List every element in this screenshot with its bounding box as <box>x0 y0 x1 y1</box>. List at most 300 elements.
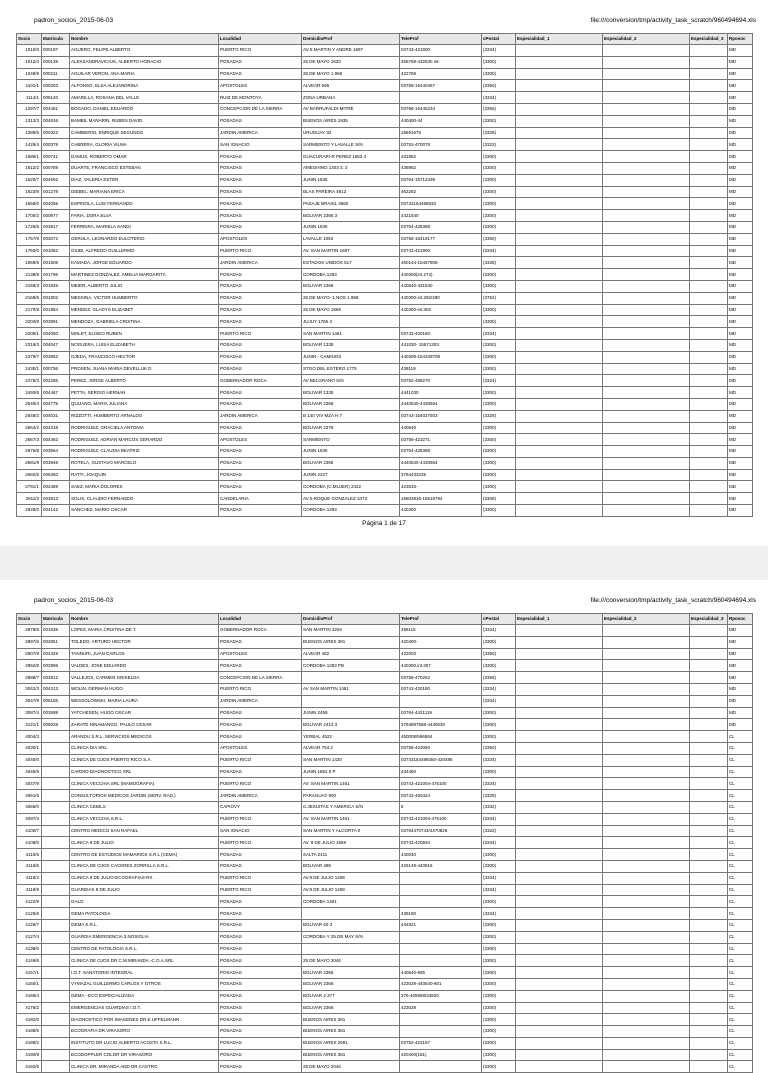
cell-socio: 4127/4 <box>17 931 42 943</box>
cell-nombre: CLINICA VECCHIA S.R.L. <box>70 813 219 825</box>
cell-matricula: 004481 <box>42 103 70 115</box>
cell-especialidad-1 <box>516 1037 603 1049</box>
cell-cpostal: (3300) <box>482 1002 516 1014</box>
cell-domicilio: 25 DE MAYO- 1.NOS 1.968 <box>302 292 400 304</box>
cell-localidad: POSADAS <box>219 174 302 186</box>
cell-especialidad-2 <box>603 919 690 931</box>
cell-domicilio: PASAJE BRASIL 3660 <box>302 198 400 210</box>
cell-cpostal: (3300) <box>482 351 516 363</box>
cell-cpostal: (3300) <box>482 457 516 469</box>
cell-cpostal: (3355) <box>482 103 516 115</box>
cell-matricula <box>42 908 70 920</box>
cell-especialidad-3 <box>690 422 728 434</box>
cell-rposoc: MD <box>728 493 753 505</box>
cell-nombre: CENTRO MEDICO SAN RAFAEL <box>70 825 219 837</box>
column-header-especialidad-1: Especialidad_1 <box>516 614 603 625</box>
table-row <box>17 481 753 493</box>
cell-especialidad-1 <box>516 660 603 672</box>
cell-localidad: POSADAS <box>219 457 302 469</box>
cell-cpostal: (3332) <box>482 801 516 813</box>
cell-socio: 1389/5 <box>17 127 42 139</box>
cell-especialidad-2 <box>603 233 690 245</box>
cell-cpostal: (3334) <box>482 813 516 825</box>
cell-nombre: SANCHEZ, MARIO OSCAR <box>70 505 219 517</box>
cell-rposoc: MD <box>728 636 753 648</box>
cell-especialidad-1 <box>516 398 603 410</box>
cell-telefono: 6 <box>400 801 482 813</box>
cell-telefono: 3764433225 <box>400 469 482 481</box>
cell-localidad: PUERTO RICO <box>219 813 302 825</box>
table-row <box>17 837 753 849</box>
cell-cpostal: (3300) <box>482 860 516 872</box>
cell-domicilio: YERBAL 4522 <box>302 731 400 743</box>
cell-telefono: 422003 <box>400 648 482 660</box>
cell-telefono: 420400(181) <box>400 1049 482 1061</box>
cell-nombre: MARTINEZ GONZALEZ, AMELIA MARGARITA <box>70 269 219 281</box>
table-row <box>17 446 753 458</box>
table-row <box>17 375 753 387</box>
cell-domicilio: CORDOBA (C.MUJER) 2422 <box>302 481 400 493</box>
cell-socio: 4138/0 <box>17 943 42 955</box>
cell-matricula <box>42 931 70 943</box>
cell-nombre: EMERGENCIAS GUARDIAS I.O.T. <box>70 1002 219 1014</box>
cell-socio: 1297/7 <box>17 103 42 115</box>
cell-socio: 2952/8 <box>17 660 42 672</box>
cell-telefono: 460144-15457805- <box>400 257 482 269</box>
cell-rposoc: MD <box>728 387 753 399</box>
cell-socio: 2648/2 <box>17 410 42 422</box>
cell-rposoc: CL <box>728 978 753 990</box>
cell-especialidad-3 <box>690 967 728 979</box>
cell-nombre: LOPEZ, MARIA CRISTINA DE T. <box>70 625 219 637</box>
cell-domicilio: CORDOBA 1293 <box>302 505 400 517</box>
cell-localidad: POSADAS <box>219 660 302 672</box>
cell-nombre: ALFONSO, ELSA ALEJANDRINA <box>70 80 219 92</box>
cell-especialidad-3 <box>690 151 728 163</box>
cell-especialidad-1 <box>516 304 603 316</box>
column-header-telefono: TeleProf <box>400 34 482 45</box>
cell-telefono: 03743-420180 <box>400 683 482 695</box>
cell-domicilio <box>302 672 400 684</box>
cell-especialidad-2 <box>603 837 690 849</box>
cell-especialidad-2 <box>603 292 690 304</box>
cell-cpostal: (3300) <box>482 174 516 186</box>
cell-especialidad-2 <box>603 683 690 695</box>
cell-especialidad-2 <box>603 955 690 967</box>
table-row <box>17 813 753 825</box>
cell-especialidad-1 <box>516 457 603 469</box>
cell-domicilio: 25 DE MAYO 1.968 <box>302 68 400 80</box>
cell-localidad: POSADAS <box>219 719 302 731</box>
cell-especialidad-3 <box>690 790 728 802</box>
cell-socio: 4004/2 <box>17 731 42 743</box>
cell-domicilio: SARMIENTO Y LAVALLE S/N <box>302 139 400 151</box>
cell-telefono <box>400 955 482 967</box>
table-row <box>17 731 753 743</box>
cell-domicilio: BUENOS AIRES 381 <box>302 1014 400 1026</box>
cell-rposoc: MD <box>728 56 753 68</box>
cell-matricula: 004031 <box>42 410 70 422</box>
table-row <box>17 162 753 174</box>
column-header-domicilio: DomicilioProf <box>302 34 400 45</box>
cell-especialidad-1 <box>516 967 603 979</box>
cell-matricula <box>42 801 70 813</box>
cell-telefono: 434460 <box>400 766 482 778</box>
cell-socio: 4119/9 <box>17 884 42 896</box>
cell-cpostal: (3328) <box>482 127 516 139</box>
cell-especialidad-3 <box>690 978 728 990</box>
cell-especialidad-1 <box>516 174 603 186</box>
cell-matricula: 000789 <box>42 162 70 174</box>
cell-domicilio: 25 DE MAYO 2046 <box>302 955 400 967</box>
cell-especialidad-2 <box>603 778 690 790</box>
cell-localidad: APOSTOLES <box>219 233 302 245</box>
cell-especialidad-3 <box>690 304 728 316</box>
cell-cpostal: (3334) <box>482 45 516 57</box>
cell-especialidad-3 <box>690 742 728 754</box>
cell-cpostal: (3300) <box>482 387 516 399</box>
cell-localidad: POSADAS <box>219 186 302 198</box>
cell-especialidad-3 <box>690 849 728 861</box>
cell-especialidad-1 <box>516 778 603 790</box>
cell-socio: 2203/9 <box>17 316 42 328</box>
cell-rposoc: MD <box>728 139 753 151</box>
cell-localidad: POSADAS <box>219 1061 302 1073</box>
cell-telefono: 440540-855 <box>400 967 482 979</box>
cell-telefono: 03764-15712439 <box>400 174 482 186</box>
cell-domicilio: LAVALLE 1053 <box>302 233 400 245</box>
cell-especialidad-1 <box>516 280 603 292</box>
cell-especialidad-2 <box>603 872 690 884</box>
cell-telefono: 03758-423050 <box>400 742 482 754</box>
cell-especialidad-2 <box>603 115 690 127</box>
cell-domicilio: ALVEAR 596 <box>302 80 400 92</box>
cell-domicilio: BUENOS AIRES 381 <box>302 1049 400 1061</box>
table-row <box>17 849 753 861</box>
cell-domicilio: C.JESUITAS Y AMERICA S/N <box>302 801 400 813</box>
cell-domicilio: JUNIN 2459 <box>302 707 400 719</box>
cell-especialidad-2 <box>603 943 690 955</box>
cell-rposoc: MD <box>728 398 753 410</box>
table-row <box>17 978 753 990</box>
cell-cpostal: (3300) <box>482 162 516 174</box>
cell-cpostal: (3300) <box>482 719 516 731</box>
cell-especialidad-2 <box>603 45 690 57</box>
column-header-domicilio: DomicilioProf <box>302 614 400 625</box>
cell-localidad: POSADAS <box>219 210 302 222</box>
cell-nombre: WESSOLOWSKI, MARIA LAURA <box>70 695 219 707</box>
document-title: padron_socios_2015-06-03 <box>34 17 114 24</box>
table-row <box>17 1037 753 1049</box>
cell-especialidad-3 <box>690 636 728 648</box>
cell-domicilio: SAN MARTIN 1420 <box>302 754 400 766</box>
cell-especialidad-2 <box>603 446 690 458</box>
cell-localidad: POSADAS <box>219 387 302 399</box>
cell-especialidad-2 <box>603 742 690 754</box>
cell-matricula <box>42 896 70 908</box>
cell-domicilio: AV. SAN MARTIN 1461 <box>302 813 400 825</box>
column-header-rposoc: Rposoc <box>728 34 753 45</box>
cell-especialidad-2 <box>603 398 690 410</box>
table-row <box>17 860 753 872</box>
cell-socio: 1760/0 <box>17 245 42 257</box>
cell-rposoc: CL <box>728 766 753 778</box>
cell-especialidad-2 <box>603 304 690 316</box>
cell-rposoc: MD <box>728 695 753 707</box>
cell-domicilio: JUNIN 2227 <box>302 469 400 481</box>
cell-especialidad-1 <box>516 292 603 304</box>
cell-telefono <box>400 872 482 884</box>
cell-nombre: NOGUERA, LUISA ELIZABETH <box>70 339 219 351</box>
cell-especialidad-2 <box>603 801 690 813</box>
cell-localidad: POSADAS <box>219 955 302 967</box>
cell-localidad: PUERTO RICO <box>219 45 302 57</box>
cell-matricula <box>42 884 70 896</box>
cell-nombre: GEMA - ECO ESPECIALIZADA <box>70 990 219 1002</box>
cell-cpostal: (3300) <box>482 339 516 351</box>
cell-especialidad-2 <box>603 978 690 990</box>
cell-cpostal: (3350) <box>482 80 516 92</box>
cell-telefono: 4421540 <box>400 210 482 222</box>
cell-especialidad-1 <box>516 387 603 399</box>
cell-rposoc: MD <box>728 127 753 139</box>
cell-matricula: 005140 <box>42 92 70 104</box>
cell-especialidad-1 <box>516 978 603 990</box>
cell-rposoc: CL <box>728 896 753 908</box>
cell-localidad: POSADAS <box>219 1002 302 1014</box>
cell-nombre: SOLIS, CLAUDIO FERNANDO <box>70 493 219 505</box>
cell-especialidad-2 <box>603 410 690 422</box>
cell-especialidad-3 <box>690 387 728 399</box>
column-header-localidad: Localidad <box>219 614 302 625</box>
cell-localidad: JARDIN AMERICA <box>219 695 302 707</box>
cell-telefono: 03743154488933 <box>400 198 482 210</box>
cell-telefono: 15602816-15619794 <box>400 493 482 505</box>
cell-rposoc: MD <box>728 719 753 731</box>
cell-socio: 1114/1 <box>17 92 42 104</box>
column-header-matricula: Matricula <box>42 614 70 625</box>
cell-cpostal: (3300) <box>482 660 516 672</box>
cell-especialidad-1 <box>516 683 603 695</box>
cell-rposoc: MD <box>728 198 753 210</box>
cell-especialidad-3 <box>690 754 728 766</box>
table-row <box>17 127 753 139</box>
cell-especialidad-3 <box>690 186 728 198</box>
cell-nombre: RODRIGUEZ, CLAUDIA BEATRIZ <box>70 446 219 458</box>
cell-matricula: 002998 <box>42 660 70 672</box>
cell-rposoc: MD <box>728 245 753 257</box>
cell-socio: 2549/4 <box>17 398 42 410</box>
cell-especialidad-2 <box>603 813 690 825</box>
cell-localidad: SAN IGNACIO <box>219 139 302 151</box>
cell-cpostal: (3300) <box>482 198 516 210</box>
cell-localidad: POSADAS <box>219 1049 302 1061</box>
cell-socio: 4118/2 <box>17 872 42 884</box>
column-header-especialidad-2: Especialidad_2 <box>603 614 690 625</box>
cell-rposoc: MD <box>728 304 753 316</box>
cell-nombre: AGUILAR VERON, ANA MARIA <box>70 68 219 80</box>
cell-especialidad-1 <box>516 257 603 269</box>
cell-cpostal: (3300) <box>482 68 516 80</box>
cell-rposoc: CL <box>728 919 753 931</box>
cell-especialidad-1 <box>516 801 603 813</box>
cell-nombre: I.O.T. SANATORIO INTEGRAL <box>70 967 219 979</box>
cell-cpostal: (3300) <box>482 221 516 233</box>
cell-cpostal: (3334) <box>482 908 516 920</box>
cell-domicilio: JUJUY 1765 3 <box>302 316 400 328</box>
cell-socio: 4160/1 <box>17 978 42 990</box>
cell-especialidad-3 <box>690 1002 728 1014</box>
cell-telefono: 440300 <box>400 505 482 517</box>
cell-especialidad-2 <box>603 990 690 1002</box>
cell-especialidad-3 <box>690 1049 728 1061</box>
cell-domicilio: BOLIVAR 2413 3 <box>302 719 400 731</box>
cell-socio: 1959/6 <box>17 257 42 269</box>
cell-rposoc: MD <box>728 280 753 292</box>
cell-especialidad-3 <box>690 410 728 422</box>
cell-telefono <box>400 316 482 328</box>
cell-telefono: 03758-15419177 <box>400 233 482 245</box>
table-row <box>17 304 753 316</box>
cell-rposoc: CL <box>728 813 753 825</box>
cell-nombre: GIUBI, ALFREDO GUILLERMO <box>70 245 219 257</box>
cell-socio: 1589/1 <box>17 151 42 163</box>
cell-localidad: POSADAS <box>219 731 302 743</box>
cell-especialidad-3 <box>690 931 728 943</box>
cell-telefono: 498115 <box>400 625 482 637</box>
cell-localidad: POSADAS <box>219 766 302 778</box>
cell-rposoc: CL <box>728 790 753 802</box>
cell-rposoc: MD <box>728 210 753 222</box>
column-header-rposoc: Rposoc <box>728 614 753 625</box>
cell-domicilio: BOLIVAR 2366 <box>302 280 400 292</box>
cell-domicilio: AV BELGRANO S/N <box>302 375 400 387</box>
cell-nombre: RODRIGUEZ, GRACIELA ANTONIA <box>70 422 219 434</box>
cell-matricula: 000756 <box>42 363 70 375</box>
cell-nombre: QUIJANO, MARIA JULIANA <box>70 398 219 410</box>
cell-rposoc: CL <box>728 1061 753 1073</box>
cell-socio: 4192/5 <box>17 1061 42 1073</box>
cell-especialidad-3 <box>690 363 728 375</box>
cell-especialidad-3 <box>690 719 728 731</box>
table-row <box>17 955 753 967</box>
cell-telefono: 03743-460424 <box>400 790 482 802</box>
cell-especialidad-1 <box>516 837 603 849</box>
cell-matricula: 005156 <box>42 695 70 707</box>
cell-especialidad-3 <box>690 103 728 115</box>
cell-socio: 4110/6 <box>17 849 42 861</box>
cell-cpostal: (3308) <box>482 493 516 505</box>
cell-especialidad-1 <box>516 127 603 139</box>
cell-socio: 4061/5 <box>17 790 42 802</box>
cell-telefono: 423029-440540-801 <box>400 978 482 990</box>
table-row <box>17 410 753 422</box>
cell-cpostal: (3350) <box>482 742 516 754</box>
cell-telefono <box>400 695 482 707</box>
cell-socio: 2667/3 <box>17 434 42 446</box>
cell-telefono: 450008/596594 <box>400 731 482 743</box>
cell-telefono: 03764-428388 <box>400 446 482 458</box>
cell-rposoc: MD <box>728 68 753 80</box>
cell-localidad: POSADAS <box>219 316 302 328</box>
cell-especialidad-1 <box>516 115 603 127</box>
table-row <box>17 742 753 754</box>
cell-nombre: GALO <box>70 896 219 908</box>
cell-especialidad-3 <box>690 896 728 908</box>
cell-especialidad-1 <box>516 375 603 387</box>
cell-telefono: 440300(int.274) <box>400 269 482 281</box>
cell-domicilio: SALTA 2411 <box>302 849 400 861</box>
cell-rposoc: CL <box>728 825 753 837</box>
table-row <box>17 115 753 127</box>
cell-localidad: JARDIN AMERICA <box>219 127 302 139</box>
cell-nombre: CLINICA 9 DE JULIO <box>70 837 219 849</box>
cell-telefono <box>400 931 482 943</box>
cell-telefono: 03752-498270 <box>400 375 482 387</box>
cell-socio: 1429/4 <box>17 139 42 151</box>
table-row <box>17 174 753 186</box>
cell-domicilio: STGO.DEL ESTERO 1775 <box>302 363 400 375</box>
cell-matricula: 004318 <box>42 422 70 434</box>
cell-nombre: MOLET, ELISEO RUBEN <box>70 328 219 340</box>
cell-matricula <box>42 919 70 931</box>
cell-telefono: 03752-470078 <box>400 139 482 151</box>
table-row <box>17 660 753 672</box>
cell-rposoc: MD <box>728 707 753 719</box>
cell-matricula <box>42 1002 70 1014</box>
cell-rposoc: MD <box>728 672 753 684</box>
cell-domicilio: AV.9 DE JULIO 1408 <box>302 872 400 884</box>
cell-especialidad-2 <box>603 92 690 104</box>
cell-especialidad-3 <box>690 660 728 672</box>
cell-domicilio: CORDOBA 1491 <box>302 896 400 908</box>
cell-nombre: CLINICA VECCHIA SRL (MAMOGRAFIA) <box>70 778 219 790</box>
cell-especialidad-1 <box>516 269 603 281</box>
table-row <box>17 778 753 790</box>
cell-especialidad-1 <box>516 672 603 684</box>
cell-matricula: 001082 <box>42 245 70 257</box>
cell-socio: 4126/7 <box>17 919 42 931</box>
cell-socio: 1010/0 <box>17 45 42 57</box>
cell-socio: 2675/8 <box>17 446 42 458</box>
cell-telefono: 4441030 <box>400 387 482 399</box>
cell-especialidad-3 <box>690 813 728 825</box>
table-row <box>17 316 753 328</box>
cell-localidad: POSADAS <box>219 908 302 920</box>
cell-telefono <box>400 896 482 908</box>
cell-matricula <box>42 825 70 837</box>
cell-cpostal: (3300) <box>482 731 516 743</box>
cell-socio: 2681/9 <box>17 457 42 469</box>
cell-socio: 3121/1 <box>17 719 42 731</box>
table-row <box>17 1049 753 1061</box>
cell-rposoc: MD <box>728 328 753 340</box>
cell-telefono: 4440540-4430564 <box>400 457 482 469</box>
cell-localidad: RUIZ DE MONTOYA <box>219 92 302 104</box>
cell-domicilio: JUNIN 1835 <box>302 221 400 233</box>
cell-socio: 2664/2 <box>17 422 42 434</box>
cell-telefono: 03758-470262 <box>400 672 482 684</box>
cell-domicilio: BUENOS AIRES 381 <box>302 1026 400 1038</box>
cell-domicilio: AV.9 DE JULIO 1408 <box>302 884 400 896</box>
cell-especialidad-3 <box>690 115 728 127</box>
cell-nombre: DIAZ, VALERIA ESTER <box>70 174 219 186</box>
table-row <box>17 790 753 802</box>
table-row <box>17 92 753 104</box>
cell-matricula <box>42 872 70 884</box>
cell-rposoc: MD <box>728 410 753 422</box>
cell-localidad: POSADAS <box>219 304 302 316</box>
